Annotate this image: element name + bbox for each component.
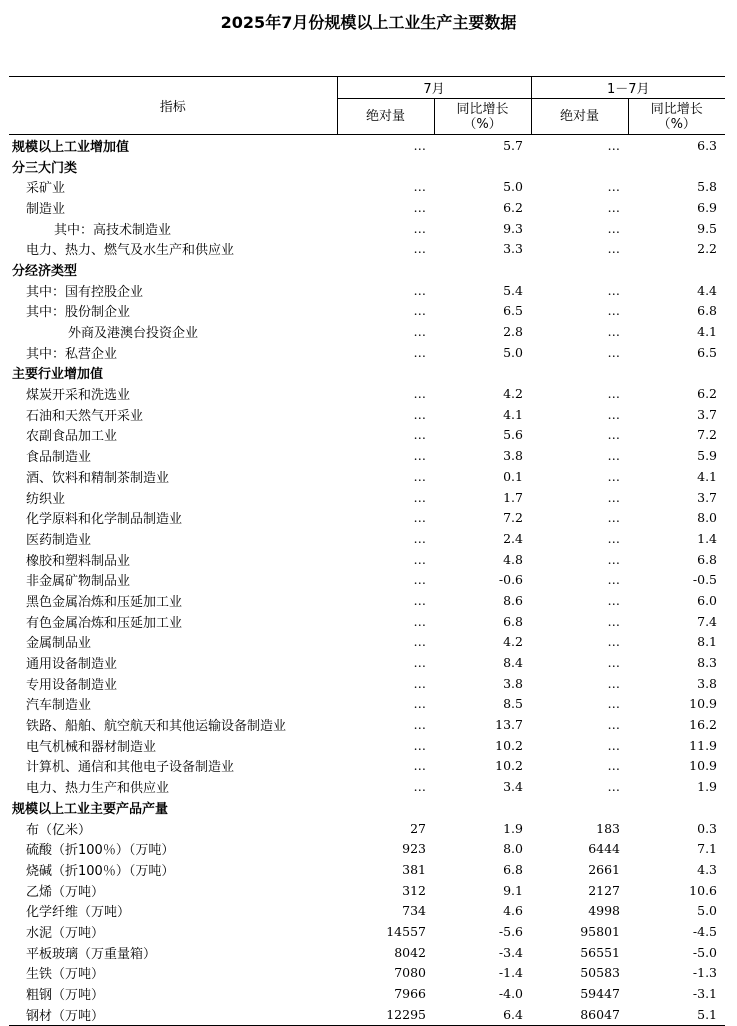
table-row <box>9 963 725 984</box>
ytd-yoy-cell: 6.3 <box>697 137 718 153</box>
table-row <box>9 466 725 487</box>
ytd-group-header: 1－7月 <box>531 77 725 99</box>
month-abs-cell: … <box>413 303 426 319</box>
month-yoy-cell: -3.4 <box>498 944 523 960</box>
month-yoy-cell: 8.0 <box>503 841 523 857</box>
month-yoy-cell: 3.4 <box>503 779 523 795</box>
row-label: 医药制造业 <box>26 532 92 548</box>
month-yoy-cell: 4.6 <box>503 903 523 919</box>
ytd-abs-cell: … <box>607 282 620 298</box>
row-label: 酒、饮料和精制茶制造业 <box>26 470 170 486</box>
ytd-abs-cell: 2661 <box>588 861 620 877</box>
ytd-yoy-cell <box>628 259 725 280</box>
ytd-yoy-cell: 8.0 <box>697 510 718 526</box>
table-row <box>9 383 725 404</box>
ytd-abs-cell: … <box>607 696 620 712</box>
month-yoy-cell: 3.8 <box>503 448 523 464</box>
month-abs-cell: … <box>413 655 426 671</box>
ytd-yoy-cell: 5.8 <box>697 179 718 195</box>
table-row <box>9 301 725 322</box>
ytd-yoy-cell: 7.1 <box>697 841 718 857</box>
table-row <box>9 735 725 756</box>
row-label: 电气机械和器材制造业 <box>26 739 157 755</box>
table-row <box>9 528 725 549</box>
ytd-abs-cell: 86047 <box>531 1004 628 1025</box>
month-yoy-cell: 13.7 <box>495 717 523 733</box>
month-abs-cell: 312 <box>402 882 426 898</box>
ytd-abs-cell: … <box>607 199 620 215</box>
month-abs-cell <box>337 259 434 280</box>
month-yoy-cell: 9.3 <box>503 220 523 236</box>
month-yoy-cell: 6.8 <box>503 861 523 877</box>
table-row <box>9 197 725 218</box>
month-abs-cell: 734 <box>402 903 426 919</box>
row-label: 粗钢（万吨） <box>26 988 105 1004</box>
ytd-yoy-cell: 10.9 <box>689 758 718 774</box>
ytd-abs-cell: … <box>607 220 620 236</box>
ytd-yoy-cell: 7.2 <box>697 427 718 443</box>
month-abs-cell: … <box>413 427 426 443</box>
table-row <box>9 838 725 859</box>
category-row <box>9 259 725 280</box>
month-yoy-cell: -0.6 <box>498 572 523 588</box>
month-abs-cell: … <box>413 530 426 546</box>
month-yoy-cell: 3.8 <box>503 675 523 691</box>
ytd-abs-cell <box>531 259 628 280</box>
row-label: 铁路、船舶、航空航天和其他运输设备制造业 <box>26 719 287 735</box>
ytd-yoy-cell: 8.1 <box>697 634 718 650</box>
month-abs-cell: 923 <box>402 841 426 857</box>
month-abs-cell: … <box>413 468 426 484</box>
table-row <box>9 652 725 673</box>
row-label: 采矿业 <box>26 181 66 197</box>
month-yoy-cell: 2.8 <box>503 324 523 340</box>
ytd-abs-header: 绝对量 <box>531 99 628 135</box>
ytd-abs-cell <box>531 156 628 177</box>
ytd-abs-cell: 4998 <box>588 903 620 919</box>
row-label: 其中：高技术制造业 <box>54 222 172 238</box>
month-abs-cell: … <box>413 551 426 567</box>
data-table <box>9 76 725 1026</box>
ytd-yoy-cell: 9.5 <box>697 220 718 236</box>
page-title: 2025年7月份规模以上工业生产主要数据 <box>220 13 517 32</box>
ytd-yoy-cell: 16.2 <box>689 717 718 733</box>
month-abs-cell: 14557 <box>386 923 426 939</box>
month-yoy-cell: 10.2 <box>495 758 523 774</box>
ytd-yoy-cell: 1.4 <box>697 530 718 546</box>
ytd-abs-cell: 6444 <box>588 841 620 857</box>
ytd-yoy-cell: 6.2 <box>697 386 718 402</box>
row-label: 主要行业增加值 <box>12 367 104 383</box>
ytd-yoy-cell: 3.8 <box>697 675 718 691</box>
row-label: 其中：国有控股企业 <box>26 284 144 300</box>
ytd-yoy-cell: 4.3 <box>697 861 718 877</box>
ytd-abs-cell <box>531 797 628 818</box>
ytd-yoy-cell: 4.4 <box>697 282 718 298</box>
category-row <box>9 156 725 177</box>
ytd-abs-cell: … <box>607 303 620 319</box>
ytd-abs-cell: … <box>607 779 620 795</box>
row-label: 有色金属冶炼和压延加工业 <box>26 615 183 631</box>
ytd-yoy-cell: 5.0 <box>697 903 718 919</box>
ytd-abs-cell: … <box>607 179 620 195</box>
month-yoy-cell: 5.6 <box>503 427 523 443</box>
row-label: 电力、热力、燃气及水生产和供应业 <box>26 243 235 259</box>
month-yoy-cell: 6.2 <box>503 199 523 215</box>
row-label: 规模以上工业主要产品产量 <box>12 801 169 817</box>
table-row <box>9 238 725 259</box>
ytd-yoy-cell: 10.9 <box>689 696 718 712</box>
month-abs-cell: 27 <box>410 820 426 836</box>
month-yoy-cell: 0.1 <box>503 468 523 484</box>
month-abs-cell: … <box>413 199 426 215</box>
ytd-abs-cell: … <box>607 427 620 443</box>
month-yoy-cell <box>434 156 531 177</box>
month-yoy-cell: 7.2 <box>503 510 523 526</box>
row-label: 平板玻璃（万重量箱） <box>26 946 157 962</box>
table-row <box>9 404 725 425</box>
row-label: 橡胶和塑料制品业 <box>26 553 131 569</box>
month-abs-cell: … <box>413 613 426 629</box>
table-row <box>9 859 725 880</box>
month-yoy-cell: -4.0 <box>498 986 523 1002</box>
table-row <box>9 176 725 197</box>
month-yoy-cell: 5.4 <box>503 282 523 298</box>
row-label: 其中：股份制企业 <box>26 305 131 321</box>
table-row <box>9 280 725 301</box>
month-yoy-cell: 4.1 <box>503 406 523 422</box>
month-yoy-cell: 4.2 <box>503 386 523 402</box>
ytd-yoy-cell: 0.3 <box>697 820 718 836</box>
month-abs-cell: … <box>413 406 426 422</box>
ytd-yoy-cell: 4.1 <box>697 324 718 340</box>
row-label: 烧碱（折100％）（万吨） <box>26 863 175 879</box>
row-label: 规模以上工业增加值 <box>12 139 130 155</box>
table-row <box>9 569 725 590</box>
ytd-yoy-cell <box>628 156 725 177</box>
ytd-yoy-cell: 10.6 <box>689 882 718 898</box>
category-row <box>9 135 725 156</box>
ytd-yoy-cell: -1.3 <box>692 965 718 981</box>
ytd-abs-cell: 59447 <box>580 986 620 1002</box>
table-row <box>9 983 725 1004</box>
ytd-abs-cell: 2127 <box>588 882 620 898</box>
ytd-abs-cell <box>531 363 628 384</box>
table-row <box>9 549 725 570</box>
month-abs-cell: 7966 <box>394 986 426 1002</box>
table-row <box>9 218 725 239</box>
ytd-yoy-cell: 5.9 <box>697 448 718 464</box>
table-row <box>9 694 725 715</box>
ytd-abs-cell: … <box>607 572 620 588</box>
ytd-yoy-cell <box>628 363 725 384</box>
month-abs-cell: … <box>413 572 426 588</box>
ytd-yoy-cell: 3.7 <box>697 406 718 422</box>
month-abs-cell <box>337 797 434 818</box>
table-row <box>9 942 725 963</box>
month-yoy-cell: 9.1 <box>503 882 523 898</box>
row-label: 生铁（万吨） <box>26 967 105 983</box>
month-yoy-cell: 3.3 <box>503 241 523 257</box>
ytd-abs-cell: … <box>607 613 620 629</box>
month-yoy-header: 同比增长 （%） <box>434 99 531 135</box>
ytd-abs-cell: … <box>607 386 620 402</box>
ytd-yoy-cell: 5.1 <box>628 1004 725 1025</box>
month-yoy-cell: 6.8 <box>503 613 523 629</box>
month-yoy-cell: 8.5 <box>503 696 523 712</box>
ytd-yoy-cell: 11.9 <box>689 737 718 753</box>
month-abs-cell: … <box>413 137 426 153</box>
month-yoy-cell: -5.6 <box>498 923 523 939</box>
row-label: 化学原料和化学制品制造业 <box>26 512 183 528</box>
month-yoy-cell: 8.4 <box>503 655 523 671</box>
table-row <box>9 900 725 921</box>
ytd-abs-cell: … <box>607 344 620 360</box>
month-abs-cell: … <box>413 324 426 340</box>
row-label: 黑色金属冶炼和压延加工业 <box>26 594 183 610</box>
ytd-yoy-cell: 7.4 <box>697 613 718 629</box>
ytd-abs-cell: … <box>607 758 620 774</box>
ytd-abs-cell: … <box>607 530 620 546</box>
table-row <box>9 507 725 528</box>
table-row <box>9 673 725 694</box>
table-row <box>9 487 725 508</box>
ytd-abs-cell: … <box>607 675 620 691</box>
month-yoy-cell: 2.4 <box>503 530 523 546</box>
table-row <box>9 756 725 777</box>
month-abs-cell: … <box>413 779 426 795</box>
category-row <box>9 363 725 384</box>
month-abs-cell: … <box>413 282 426 298</box>
month-yoy-cell: 1.9 <box>503 820 523 836</box>
month-abs-cell: 8042 <box>394 944 426 960</box>
month-yoy-cell: 5.0 <box>503 179 523 195</box>
ytd-abs-cell: 183 <box>596 820 620 836</box>
ytd-yoy-cell: 6.8 <box>697 551 718 567</box>
row-label: 外商及港澳台投资企业 <box>68 326 199 342</box>
indicator-header: 指标 <box>9 77 337 135</box>
ytd-yoy-header: 同比增长 （%） <box>628 99 725 135</box>
ytd-yoy-cell: -0.5 <box>692 572 718 588</box>
month-abs-cell: 381 <box>402 861 426 877</box>
month-yoy-cell <box>434 363 531 384</box>
month-abs-cell <box>337 363 434 384</box>
row-label: 金属制品业 <box>26 636 92 652</box>
month-abs-cell: … <box>413 510 426 526</box>
ytd-yoy-cell: 6.8 <box>697 303 718 319</box>
table-row <box>9 342 725 363</box>
month-group-header: 7月 <box>337 77 531 99</box>
ytd-abs-cell: … <box>607 137 620 153</box>
ytd-abs-cell: … <box>607 510 620 526</box>
ytd-yoy-cell: 6.9 <box>697 199 718 215</box>
row-label: 食品制造业 <box>26 450 92 466</box>
ytd-abs-cell: … <box>607 592 620 608</box>
month-yoy-cell: 6.4 <box>434 1004 531 1025</box>
month-yoy-cell: 6.5 <box>503 303 523 319</box>
row-label: 电力、热力生产和供应业 <box>26 781 170 797</box>
ytd-yoy-cell: 2.2 <box>697 241 718 257</box>
row-label: 农副食品加工业 <box>26 429 118 445</box>
row-label: 汽车制造业 <box>26 698 92 714</box>
month-abs-cell: … <box>413 675 426 691</box>
table-row <box>9 445 725 466</box>
row-label: 计算机、通信和其他电子设备制造业 <box>26 760 235 776</box>
row-label: 其中：私营企业 <box>26 346 118 362</box>
row-label: 水泥（万吨） <box>26 925 105 941</box>
month-yoy-cell: 5.0 <box>503 344 523 360</box>
row-label: 煤炭开采和洗选业 <box>26 388 131 404</box>
ytd-yoy-cell: 1.9 <box>697 779 718 795</box>
row-label: 乙烯（万吨） <box>26 884 105 900</box>
month-abs-cell: … <box>413 220 426 236</box>
ytd-abs-cell: 95801 <box>580 923 620 939</box>
month-yoy-cell: 8.6 <box>503 592 523 608</box>
table-row <box>9 776 725 797</box>
table-row <box>9 714 725 735</box>
month-abs-cell: … <box>413 737 426 753</box>
ytd-yoy-cell: 6.0 <box>697 592 718 608</box>
row-label: 硫酸（折100％）（万吨） <box>26 843 175 859</box>
month-abs-cell <box>337 156 434 177</box>
row-label: 钢材（万吨） <box>9 1004 337 1025</box>
row-label: 布（亿米） <box>26 822 92 838</box>
table-row <box>9 818 725 839</box>
month-abs-cell: … <box>413 448 426 464</box>
month-yoy-cell: 5.7 <box>503 137 523 153</box>
table-row <box>9 321 725 342</box>
ytd-abs-cell: … <box>607 551 620 567</box>
ytd-abs-cell: … <box>607 655 620 671</box>
month-yoy-cell: 10.2 <box>495 737 523 753</box>
ytd-yoy-cell: -4.5 <box>692 923 718 939</box>
row-label: 制造业 <box>26 201 66 217</box>
month-yoy-cell: 4.2 <box>503 634 523 650</box>
ytd-yoy-cell: -3.1 <box>692 986 718 1002</box>
table-body <box>9 135 725 1026</box>
ytd-yoy-cell: 4.1 <box>697 468 718 484</box>
table-header <box>9 77 725 135</box>
table-row <box>9 632 725 653</box>
ytd-abs-cell: … <box>607 448 620 464</box>
row-label: 非金属矿物制品业 <box>26 574 131 590</box>
ytd-abs-cell: … <box>607 634 620 650</box>
month-yoy-cell <box>434 797 531 818</box>
month-abs-cell: … <box>413 592 426 608</box>
month-abs-cell: … <box>413 241 426 257</box>
row-label: 专用设备制造业 <box>26 677 118 693</box>
month-abs-header: 绝对量 <box>337 99 434 135</box>
table-row <box>9 590 725 611</box>
month-abs-cell: 7080 <box>394 965 426 981</box>
row-label: 纺织业 <box>26 491 66 507</box>
table-row <box>9 921 725 942</box>
row-label: 化学纤维（万吨） <box>26 905 131 921</box>
ytd-abs-cell: … <box>607 468 620 484</box>
row-label: 石油和天然气开采业 <box>26 408 144 424</box>
table-row <box>9 425 725 446</box>
ytd-yoy-cell: 6.5 <box>697 344 718 360</box>
ytd-abs-cell: … <box>607 717 620 733</box>
month-abs-cell: … <box>413 758 426 774</box>
month-abs-cell: … <box>413 179 426 195</box>
ytd-yoy-cell: -5.0 <box>692 944 718 960</box>
month-abs-cell: … <box>413 634 426 650</box>
table-row <box>9 1004 725 1025</box>
ytd-abs-cell: 56551 <box>580 944 620 960</box>
ytd-yoy-cell <box>628 797 725 818</box>
ytd-abs-cell: … <box>607 324 620 340</box>
month-abs-cell: … <box>413 386 426 402</box>
month-abs-cell: 12295 <box>337 1004 434 1025</box>
ytd-abs-cell: 50583 <box>580 965 620 981</box>
category-row <box>9 797 725 818</box>
ytd-yoy-cell: 8.3 <box>697 655 718 671</box>
month-abs-cell: … <box>413 696 426 712</box>
month-abs-cell: … <box>413 489 426 505</box>
ytd-abs-cell: … <box>607 406 620 422</box>
month-yoy-cell: 4.8 <box>503 551 523 567</box>
month-abs-cell: … <box>413 344 426 360</box>
month-abs-cell: … <box>413 717 426 733</box>
month-yoy-cell <box>434 259 531 280</box>
ytd-abs-cell: … <box>607 737 620 753</box>
month-yoy-cell: 1.7 <box>503 489 523 505</box>
table-row <box>9 880 725 901</box>
row-label: 分三大门类 <box>12 160 78 176</box>
table-row <box>9 611 725 632</box>
ytd-abs-cell: … <box>607 241 620 257</box>
row-label: 通用设备制造业 <box>26 657 118 673</box>
ytd-abs-cell: … <box>607 489 620 505</box>
month-yoy-cell: -1.4 <box>498 965 523 981</box>
row-label: 分经济类型 <box>12 263 78 279</box>
ytd-yoy-cell: 3.7 <box>697 489 718 505</box>
